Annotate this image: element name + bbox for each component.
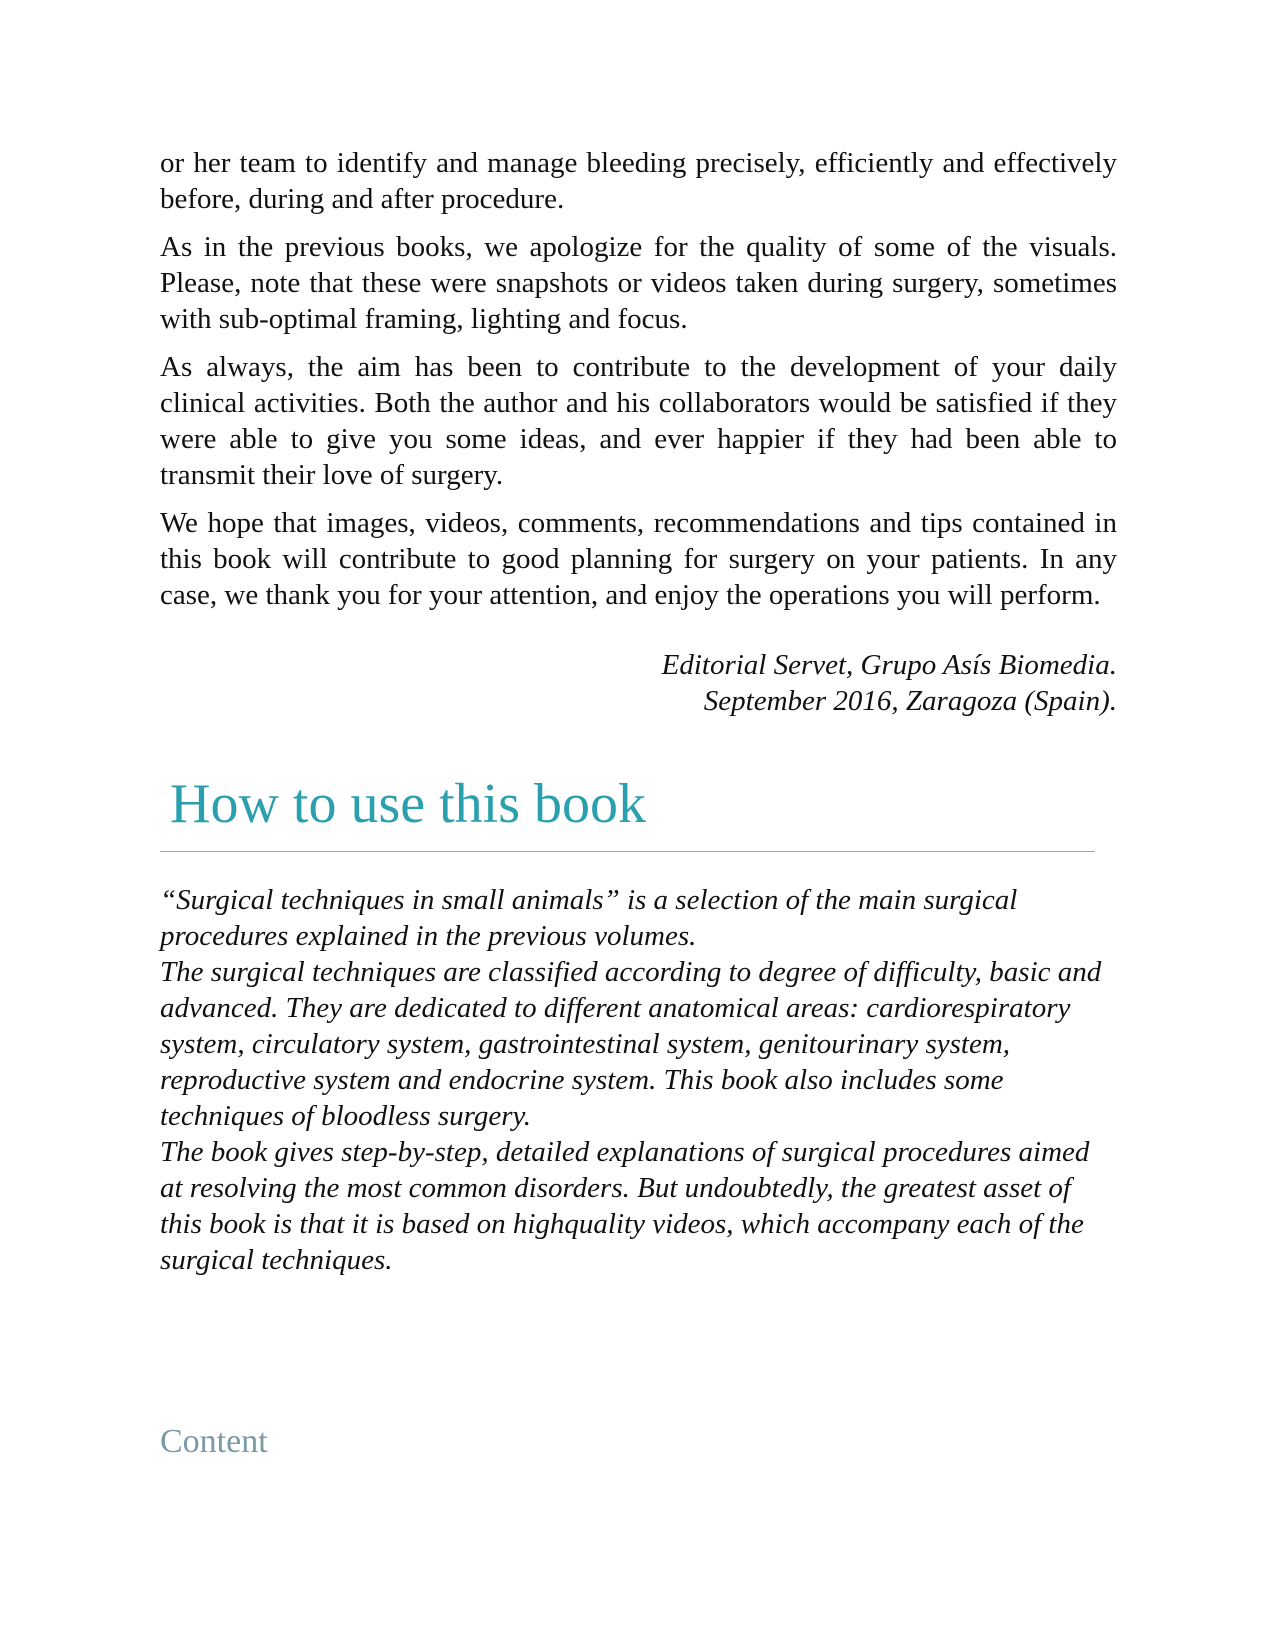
body-paragraph: We hope that images, videos, comments, recommendations and tips contained in this book will contribute to good planning for surgery on your patients. In any case, we thank you for your attention, and enjoy the operations you will perform. [160, 507, 1117, 611]
signature-line-publisher: Editorial Servet, Grupo Asís Biomedia. [661, 649, 1117, 681]
intro-paragraph: “Surgical techniques in small animals” is a selection of the main surgical procedures explained in the previous volumes. [160, 884, 1018, 952]
section-title: How to use this book [170, 773, 646, 835]
body-paragraph: As in the previous books, we apologize for the quality of some of the visuals. Please, note that these were snapshots or videos taken during surgery, sometimes with sub-optimal framing, lighting and focus. [160, 231, 1117, 335]
intro-paragraph: The surgical techniques are classified according to degree of difficulty, basic and advanced. They are dedicated to different anatomical areas: cardiorespiratory system, circulatory system, gastrointestinal system, genitourinary system, reproductive system and endocrine system. This book also includes some techniques of bloodless surgery. [160, 956, 1102, 1132]
page-body [160, 145, 1117, 1278]
signature [160, 647, 1117, 719]
section-divider [160, 851, 1095, 852]
body-paragraph: As always, the aim has been to contribute to the development of your daily clinical activities. Both the author and his collaborators would be satisfied if they were able to give you some ideas, and ever happier if they had been able to transmit their love of surgery. [160, 351, 1117, 491]
signature-line-date: September 2016, Zaragoza (Spain). [703, 685, 1117, 717]
section-intro [160, 882, 1117, 1278]
body-paragraph: or her team to identify and manage bleeding precisely, efficiently and effectively before, during and after procedure. [160, 147, 1117, 215]
intro-paragraph: The book gives step-by-step, detailed explanations of surgical procedures aimed at resolving the most common disorders. But undoubtedly, the greatest asset of this book is that it is based on highquality videos, which accompany each of the surgical techniques. [160, 1136, 1090, 1276]
content-heading: Content [160, 1423, 268, 1460]
